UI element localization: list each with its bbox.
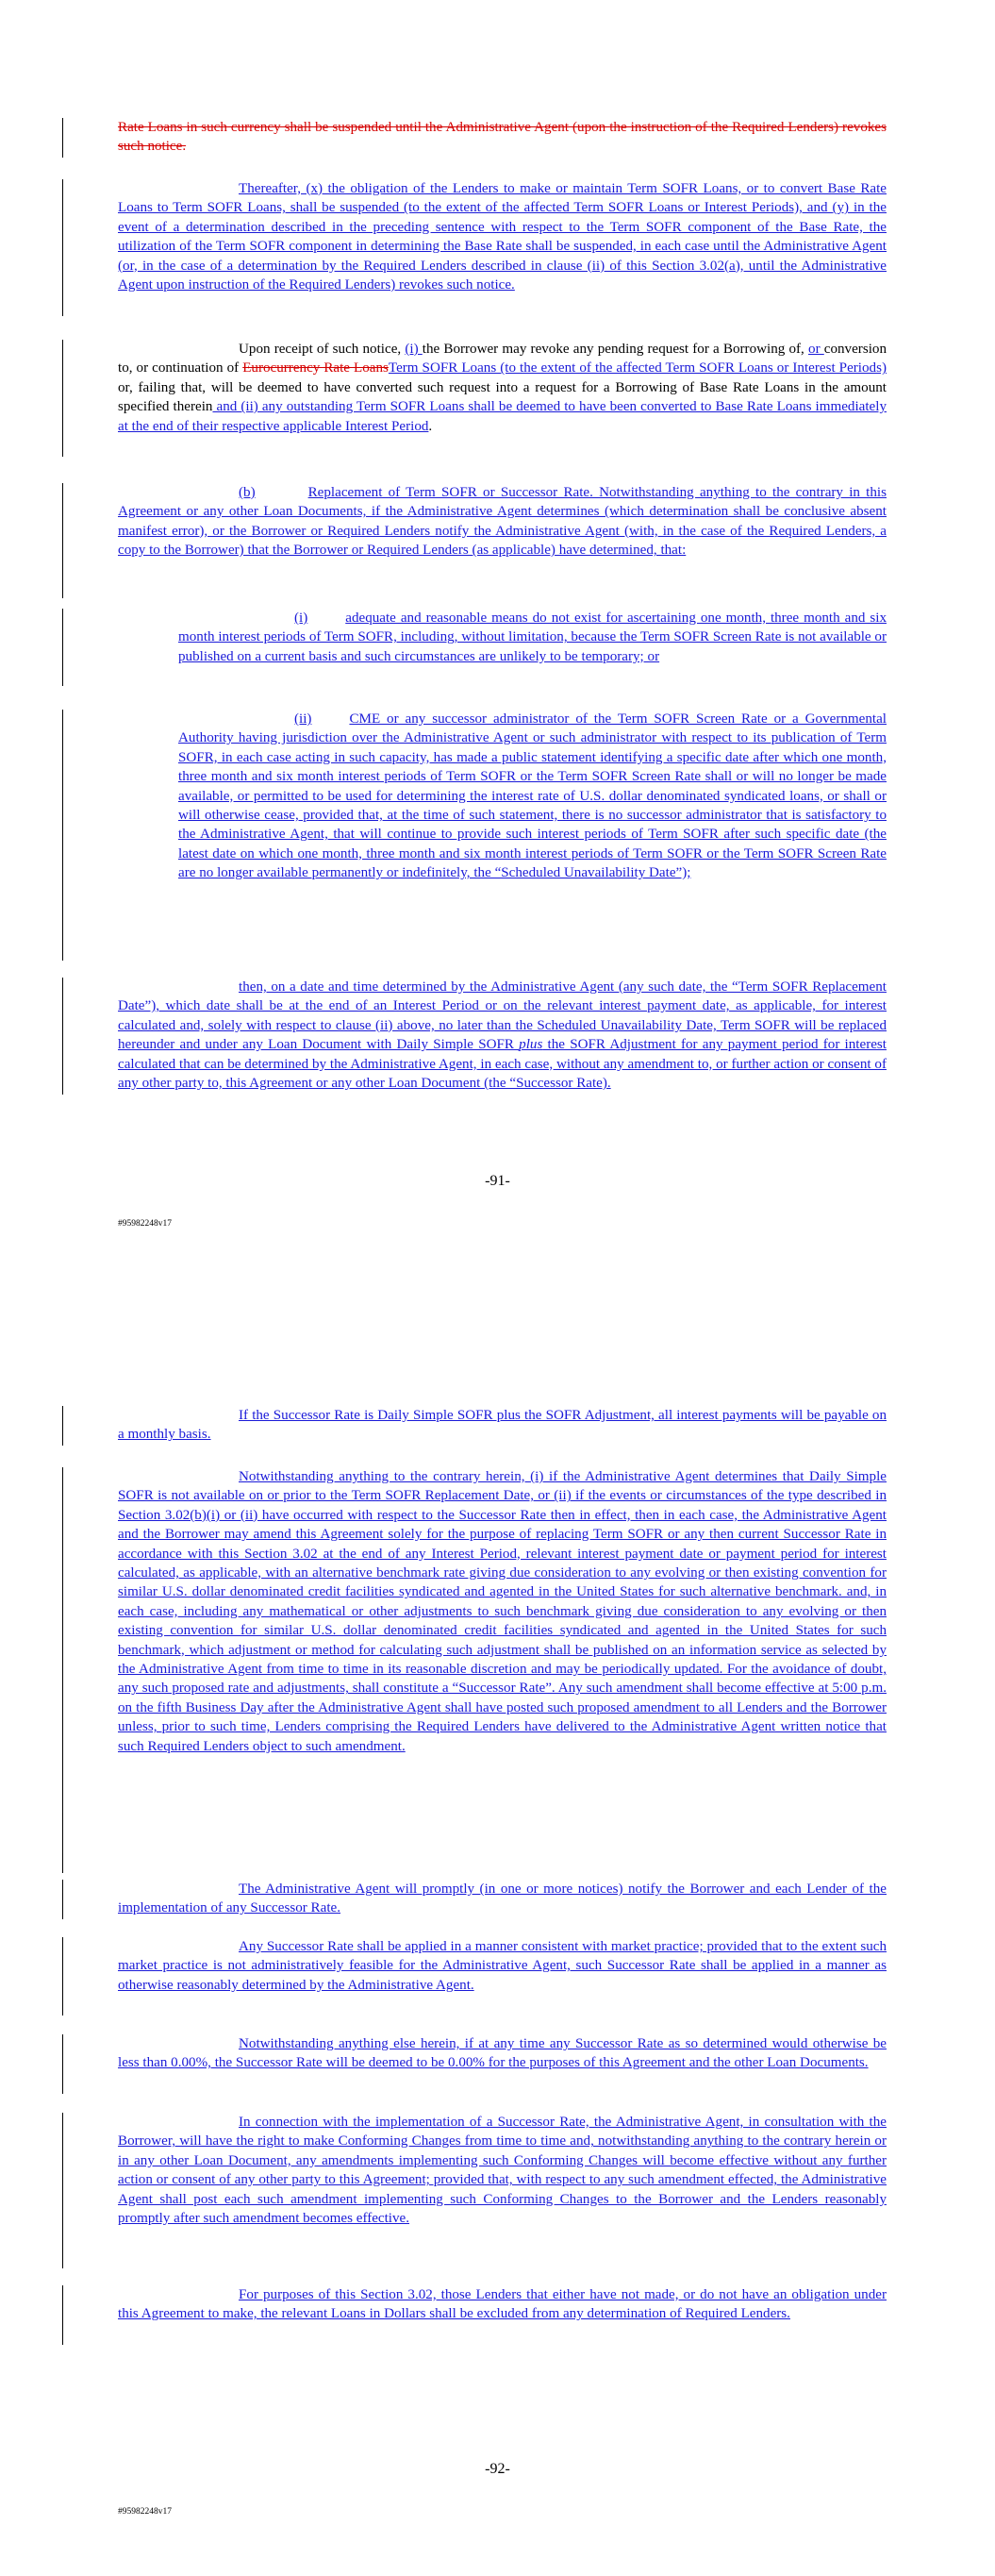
inserted-text: and (ii) any outstanding Term SOFR Loans shall be deemed to have been converted to Base Rate Loans immediately at the end of their respective applicable Interest Period	[118, 399, 887, 434]
paragraph-upon-receipt	[118, 340, 887, 436]
inserted-text: (i)	[405, 342, 423, 357]
paragraph-deleted-rate-loans	[118, 118, 887, 157]
inserted-text: Thereafter, (x) the obligation of the Lenders to make or maintain Term SOFR Loans, or to convert Base Rate Loans to Term SOFR Loans, shall be suspended (to the extent of the affected Term SOFR Loans or Interest Periods), and (y) in the event of a determination described in the preceding sentence with respect to the Term SOFR component of the Base Rate, the utilization of the Term SOFR component in determining the Base Rate shall be suspended, in each case until the Administrative Agent (or, in the case of a determination by the Required Lenders described in clause (ii) of this Section 3.02(a), until the Administrative Agent upon instruction of the Required Lenders) revokes such notice.	[118, 181, 887, 293]
paragraph-market-practice	[118, 1937, 887, 1995]
inserted-text: Any Successor Rate shall be applied in a manner consistent with market practice; provided that to the extent such market practice is not administratively feasible for the Administrative Agent, such Successor Rate shall be applied in a manner as otherwise reasonably determined by the Administrative Agent.	[118, 1939, 887, 1993]
inserted-text: Notwithstanding anything to the contrary herein, (i) if the Administrative Agent determines that Daily Simple SOFR is not available on or prior to the Term SOFR Replacement Date, or (ii) if the events or circumstances of the type described in Section 3.02(b)(i) or (ii) have occurred with respect to the Successor Rate then in effect, then in each case, the Administrative Agent and the Borrower may amend this Agreement solely for the purpose of replacing Term SOFR or any then current Successor Rate in accordance with this Section 3.02 at the end of any Interest Period, relevant interest payment date or payment period for interest calculated, as applicable, with an alternative benchmark rate giving due consideration to any evolving or then existing convention for similar U.S. dollar denominated credit facilities syndicated and agented in the United States for such alternative benchmark. and, in each case, including any mathematical or other adjustments to such benchmark giving due consideration to any evolving or then existing convention for similar U.S. dollar denominated credit facilities syndicated and agented in the United States for such benchmark, which adjustment or method for calculating such adjustment shall be published on an information service as selected by the Administrative Agent from time to time in its reasonable discretion and may be periodically updated. For the avoidance of doubt, any such proposed rate and adjustments, shall constitute a “Successor Rate”. Any such amendment shall become effective at 5:00 p.m. on the fifth Business Day after the Administrative Agent shall have posted such proposed amendment to all Lenders and the Borrower unless, prior to such time, Lenders comprising the Required Lenders have delivered to the Administrative Agent written notice that such Required Lenders object to such amendment.	[118, 1469, 887, 1754]
clause-i	[178, 609, 887, 666]
inserted-text: adequate and reasonable means do not exist for ascertaining one month, three month and six month interest periods of Term SOFR, including, without limitation, because the Term SOFR Screen Rate is not available or published on a current basis and such circumstances are unlikely to be temporary; or	[178, 611, 887, 664]
change-bar	[62, 2113, 63, 2268]
paragraph-notwithstanding-contrary	[118, 1467, 887, 1756]
inserted-italic-text: plus	[519, 1037, 543, 1053]
inserted-text: The Administrative Agent will promptly (in one or more notices) notify the Borrower and each Lender of the implementation of any Successor Rate.	[118, 1882, 887, 1916]
change-bar	[62, 483, 63, 598]
change-bar	[62, 179, 63, 316]
inserted-text: Term SOFR Loans (to the extent of the affected Term SOFR Loans or Interest Periods)	[388, 360, 887, 376]
paragraph-successor-daily	[118, 1406, 887, 1445]
paragraph-notify	[118, 1880, 887, 1918]
change-bar	[62, 1406, 63, 1446]
text-run: the Borrower may revoke any pending request for a Borrowing of,	[422, 342, 809, 357]
inserted-text: If the Successor Rate is Daily Simple SOFR plus the SOFR Adjustment, all interest payments will be payable on a monthly basis.	[118, 1408, 887, 1443]
inserted-text: then, on a date and time determined by the Administrative Agent (any such date, the “Term SOFR Replacement Date”), which date shall be at the end of an Interest Period or on the relevant interest payment date, as applicable, for interest calculated and, solely with respect to clause (ii) above, no later than the Scheduled Unavailability Date, Term SOFR will be replaced hereunder and under any Loan Document with Daily Simple SOFR	[118, 979, 887, 1053]
document-id: #95982248v17	[118, 2507, 172, 2517]
paragraph-thereafter	[118, 179, 887, 294]
text-run: or, failing that, will be deemed to have converted such request into a request for a Borrowing of Base Rate Loans in the amount specified therein	[118, 379, 887, 415]
text-run: Upon receipt of such notice,	[239, 342, 406, 357]
inserted-text: In connection with the implementation of a Successor Rate, the Administrative Agent, in consultation with the Borrower, will have the right to make Conforming Changes from time to time and, notwithstanding anything to the contrary herein or in any other Loan Document, any amendments implementing such Conforming Changes will become effective without any further action or consent of any other party to this Agreement; provided that, with respect to any such amendment effected, the Administrative Agent shall post each such amendment implementing such Conforming Changes to the Borrower and the Lenders reasonably promptly after such amendment becomes effective.	[118, 2115, 887, 2227]
deleted-text: Rate Loans in such currency shall be suspended until the Administrative Agent (upon the instruction of the Required Lenders) revokes such notice.	[118, 120, 887, 155]
text-run: .	[428, 418, 433, 434]
change-bar	[62, 978, 63, 1095]
document-id: #95982248v17	[118, 1219, 172, 1229]
paragraph-conforming-changes	[118, 2113, 887, 2228]
paragraph-required-lenders	[118, 2285, 887, 2324]
change-bar	[62, 710, 63, 961]
change-bar	[62, 2034, 63, 2094]
page-number: -91-	[485, 1173, 510, 1189]
change-bar	[62, 340, 63, 457]
change-bar	[62, 1880, 63, 1919]
inserted-text: or	[808, 342, 824, 357]
change-bar	[62, 1467, 63, 1873]
paragraph-b-replacement	[118, 483, 887, 560]
change-bar	[62, 2285, 63, 2345]
page-92	[0, 1288, 995, 2576]
clause-ii	[178, 710, 887, 883]
change-bar	[62, 118, 63, 158]
page-number: -92-	[485, 2461, 510, 2477]
inserted-text: Replacement of Term SOFR or Successor Rate. Notwithstanding anything to the contrary in this Agreement or any other Loan Documents, if the Administrative Agent determines (which determination shall be conclusive absent manifest error), or the Borrower or Required Lenders notify the Administrative Agent (with, in the case of the Required Lenders, a copy to the Borrower) that the Borrower or Required Lenders (as applicable) have determined, that:	[118, 485, 887, 559]
inserted-text: Notwithstanding anything else herein, if at any time any Successor Rate as so determined would otherwise be less than 0.00%, the Successor Rate will be deemed to be 0.00% for the purposes of this Agreement and the other Loan Documents.	[118, 2036, 887, 2071]
clause-label: (i)	[294, 611, 308, 626]
change-bar	[62, 1937, 63, 2016]
inserted-text: the SOFR Adjustment for any payment period for interest calculated that can be determined by the Administrative Agent, in each case, without any amendment to, or further action or consent of any other party to, this Agreement or any other Loan Document (the “Successor Rate).	[118, 1037, 887, 1092]
deleted-text: Eurocurrency Rate Loans	[242, 360, 389, 376]
clause-label: (ii)	[294, 711, 312, 727]
paragraph-then	[118, 978, 887, 1093]
paragraph-floor	[118, 2034, 887, 2073]
change-bar	[62, 609, 63, 686]
inserted-text: For purposes of this Section 3.02, those Lenders that either have not made, or do not have an obligation under this Agreement to make, the relevant Loans in Dollars shall be excluded from any determination of Required Lenders.	[118, 2287, 887, 2322]
section-label: (b)	[239, 485, 256, 500]
text-run: conversion to, or continuation of	[118, 342, 887, 376]
inserted-text: CME or any successor administrator of the Term SOFR Screen Rate or a Governmental Authority having jurisdiction over the Administrative Agent or such administrator with respect to its publication of Term SOFR, in each case acting in such capacity, has made a public statement identifying a specific date after which one month, three month and six month interest periods of Term SOFR or the Term SOFR Screen Rate shall or will no longer be made available, or permitted to be used for determining the interest rate of U.S. dollar denominated syndicated loans, or shall or will otherwise cease, provided that, at the time of such statement, there is no successor administrator that is satisfactory to the Administrative Agent, that will continue to provide such interest periods of Term SOFR after such specific date (the latest date on which one month, three month and six month interest periods of Term SOFR or the Term SOFR Screen Rate are no longer available permanently or indefinitely, the “Scheduled Unavailability Date”);	[178, 711, 887, 881]
